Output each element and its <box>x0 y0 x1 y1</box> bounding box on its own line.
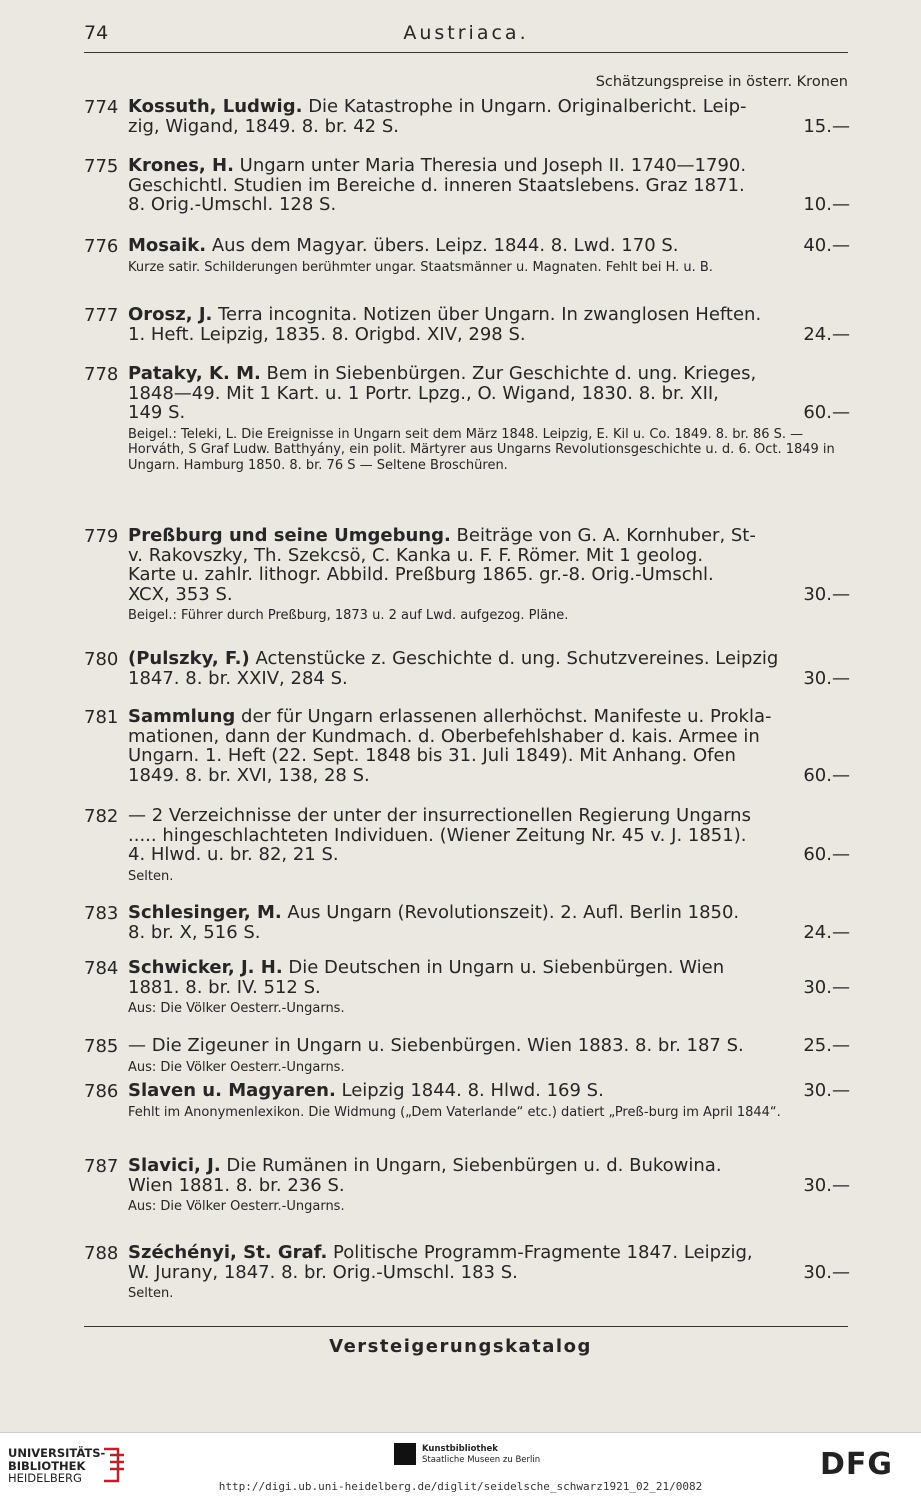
entry-author: Schlesinger, M. <box>128 902 282 923</box>
entry-line <box>128 845 850 865</box>
catalog-entry <box>84 649 850 688</box>
entry-line <box>128 727 850 747</box>
entry-author: Schwicker, J. H. <box>128 957 283 978</box>
catalog-entry <box>84 526 850 624</box>
catalog-entry <box>84 903 850 942</box>
entry-text: 8. Orig.-Umschl. 128 S. <box>128 194 337 215</box>
entry-price: 24.— <box>803 323 850 345</box>
header-rule <box>84 52 848 53</box>
entry-text: ..... hingeschlachteten Individuen. (Wiener Zeitung Nr. 45 v. J. 1851). <box>128 824 747 846</box>
entry-note: Aus: Die Völker Oesterr.-Ungarns. <box>128 1059 345 1075</box>
footer-title: Versteigerungskatalog <box>329 1336 592 1357</box>
entry-note: Beigel.: Führer durch Preßburg, 1873 u. 2 auf Lwd. aufgezog. Pläne. <box>128 608 569 623</box>
entry-price: 60.— <box>803 764 850 786</box>
entry-line <box>128 806 850 826</box>
library-line-2: BIBLIOTHEK <box>8 1458 86 1473</box>
entry-text: 4. Hlwd. u. br. 82, 21 S. <box>128 844 339 865</box>
entry-line <box>128 1176 850 1196</box>
price-caption: Schätzungspreise in österr. Kronen <box>595 74 848 90</box>
catalog-entry <box>84 305 850 344</box>
entry-text: Aus Ungarn (Revolutionszeit). 2. Aufl. Berlin 1850. <box>281 902 740 923</box>
entry-number: 784 <box>84 958 119 979</box>
entry-text: Geschichtl. Studien im Bereiche d. inneren Staatslebens. Graz 1871. <box>128 174 745 196</box>
entry-number: 786 <box>84 1081 119 1102</box>
entry-price: 10.— <box>803 194 850 215</box>
entry-author: Kossuth, Ludwig. <box>128 96 303 117</box>
entry-price: 60.— <box>803 844 850 865</box>
entry-note: Fehlt im Anonymenlexikon. Die Widmung („Dem Vaterlande“ etc.) datiert „Preß-burg im April 1844“. <box>128 1104 781 1120</box>
page-header <box>84 20 848 48</box>
entry-line <box>128 766 850 786</box>
entry-author: Krones, H. <box>128 155 234 176</box>
entry-author: Preßburg und seine Umgebung. <box>128 525 451 546</box>
entry-line <box>128 826 850 846</box>
entry-number: 788 <box>84 1243 119 1264</box>
entry-text: 8. br. X, 516 S. <box>128 921 261 943</box>
entry-line <box>128 325 850 345</box>
entry-note: Selten. <box>128 1286 174 1301</box>
entry-line <box>128 746 850 766</box>
entry-price: 15.— <box>803 115 850 137</box>
entry-note: Aus: Die Völker Oesterr.-Ungarns. <box>128 1001 345 1016</box>
entry-line <box>128 1081 850 1101</box>
entry-text: Aus dem Magyar. übers. Leipz. 1844. 8. Lwd. 170 S. <box>206 235 679 256</box>
catalog-entry <box>84 1036 850 1075</box>
entry-author: Pataky, K. M. <box>128 363 261 384</box>
entry-text: Politische Programm-Fragmente 1847. Leipzig, <box>327 1242 753 1263</box>
page-number: 74 <box>84 22 109 44</box>
catalog-entry <box>84 1081 850 1120</box>
entry-number: 787 <box>84 1156 119 1177</box>
entry-line <box>128 585 850 605</box>
library-logo-text[interactable] <box>8 1447 105 1485</box>
entry-text: Wien 1881. 8. br. 236 S. <box>128 1174 345 1196</box>
entry-text: 1. Heft. Leipzig, 1835. 8. Origbd. XIV, 298 S. <box>128 323 526 345</box>
entry-text: Leipzig 1844. 8. Hlwd. 169 S. <box>335 1080 604 1101</box>
entry-text: Die Deutschen in Ungarn u. Siebenbürgen. Wien <box>282 957 725 978</box>
entry-number: 782 <box>84 806 119 827</box>
entry-line <box>128 117 850 137</box>
entry-price: 24.— <box>803 921 850 943</box>
entry-line <box>128 384 850 404</box>
entry-price: 30.— <box>803 667 850 689</box>
entry-price: 30.— <box>803 1261 850 1283</box>
entry-price: 25.— <box>803 1035 850 1056</box>
kunst-line-1: Kunstbibliothek <box>422 1444 498 1454</box>
catalog-entry <box>84 707 850 785</box>
entry-text: v. Rakovszky, Th. Szekcsö, C. Kanka u. F. F. Römer. Mit 1 geolog. <box>128 544 704 566</box>
entry-text: Ungarn unter Maria Theresia und Joseph II. 1740—1790. <box>233 155 747 176</box>
entry-line <box>128 707 850 727</box>
catalog-entry <box>84 236 850 275</box>
entry-number: 779 <box>84 526 119 547</box>
entry-line <box>128 1036 850 1056</box>
entry-line <box>128 195 850 215</box>
entry-text: mationen, dann der Kundmach. d. Oberbefehlshaber d. kais. Armee in <box>128 725 760 747</box>
entry-text: 149 S. <box>128 402 186 423</box>
entry-author: Orosz, J. <box>128 304 213 325</box>
catalog-entry <box>84 156 850 215</box>
entry-note: Selten. <box>128 868 174 884</box>
entry-line <box>128 903 850 923</box>
entry-line <box>128 923 850 943</box>
catalog-entry <box>84 958 850 1017</box>
entry-author: Sammlung <box>128 706 236 727</box>
footer-rule <box>84 1326 848 1327</box>
entry-text: 1848—49. Mit 1 Kart. u. 1 Portr. Lpzg., O. Wigand, 1830. 8. br. XII, <box>128 382 719 404</box>
entry-number: 781 <box>84 707 119 728</box>
entry-line <box>128 546 850 566</box>
library-line-1: UNIVERSITÄTS- <box>8 1446 106 1460</box>
entry-price: 60.— <box>803 402 850 423</box>
entry-text: Die Katastrophe in Ungarn. Originalbericht. Leip- <box>302 96 747 117</box>
catalog-entry <box>84 1156 850 1215</box>
entry-number: 780 <box>84 649 119 670</box>
entry-line <box>128 958 850 978</box>
entry-price: 30.— <box>803 1080 850 1101</box>
entry-line <box>128 236 850 256</box>
entry-number: 774 <box>84 97 119 118</box>
entry-number: 778 <box>84 364 119 385</box>
entry-line <box>128 526 850 546</box>
entry-line <box>128 669 850 689</box>
entry-text: Karte u. zahlr. lithogr. Abbild. Preßburg 1865. gr.-8. Orig.-Umschl. <box>128 564 714 585</box>
entry-line <box>128 649 850 669</box>
entry-note: Kurze satir. Schilderungen berühmter ungar. Staatsmänner u. Magnaten. Fehlt bei H. u. B. <box>128 259 713 275</box>
entry-number: 777 <box>84 305 119 326</box>
entry-text: 1847. 8. br. XXIV, 284 S. <box>128 667 348 689</box>
entry-note: Beigel.: Teleki, L. Die Ereignisse in Ungarn seit dem März 1848. Leipzig, E. Kil u. Co. 1849. 8. br. 86 S. — Horváth, S Graf Ludw. Batthyány, ein polit. Märtyrer aus Ungarns Revolutionsgeschichte u. d. 6. Oct. 1849 in Ungarn. Hamburg 1850. 8. br. 76 S — Seltene Broschüren. <box>128 426 835 473</box>
kunst-line-2: Staatliche Museen zu Berlin <box>422 1455 541 1465</box>
entry-text: Bem in Siebenbürgen. Zur Geschichte d. ung. Krieges, <box>260 363 757 384</box>
entry-text: W. Jurany, 1847. 8. br. Orig.-Umschl. 183 S. <box>128 1261 518 1283</box>
entry-author: Széchényi, St. Graf. <box>128 1242 328 1263</box>
catalog-entry <box>84 806 850 884</box>
entry-text: der für Ungarn erlassenen allerhöchst. Manifeste u. Prokla- <box>235 706 772 727</box>
catalog-entry <box>84 364 850 473</box>
entry-line <box>128 403 850 423</box>
entry-line <box>128 1243 850 1263</box>
entry-text: 1881. 8. br. IV. 512 S. <box>128 976 321 998</box>
entry-text: Actenstücke z. Geschichte d. ung. Schutzvereines. Leipzig <box>249 648 779 669</box>
source-url[interactable]: http://digi.ub.uni-heidelberg.de/diglit/seidelsche_schwarz1921_02_21/0082 <box>218 1480 703 1493</box>
entry-author: Slaven u. Magyaren. <box>128 1080 336 1101</box>
kunstbibliothek-icon <box>394 1443 416 1465</box>
entry-number: 775 <box>84 156 119 177</box>
catalog-entry <box>84 97 850 136</box>
entry-text: — 2 Verzeichnisse der unter der insurrectionellen Regierung Ungarns <box>128 805 751 826</box>
entry-text: Beiträge von G. A. Kornhuber, St- <box>450 525 756 546</box>
entry-price: 30.— <box>803 1174 850 1196</box>
entry-text: zig, Wigand, 1849. 8. br. 42 S. <box>128 115 399 137</box>
entry-author: (Pulszky, F.) <box>128 648 250 669</box>
entry-number: 785 <box>84 1036 119 1057</box>
entry-author: Slavici, J. <box>128 1155 221 1176</box>
entry-line <box>128 176 850 196</box>
library-crest-icon <box>100 1445 128 1485</box>
entry-note: Aus: Die Völker Oesterr.-Ungarns. <box>128 1199 345 1214</box>
library-line-3: HEIDELBERG <box>8 1471 82 1485</box>
entry-text: Ungarn. 1. Heft (22. Sept. 1848 bis 31. Juli 1849). Mit Anhang. Ofen <box>128 745 736 766</box>
page-title: Austriaca. <box>403 22 529 44</box>
entry-line <box>128 1263 850 1283</box>
entry-text: Die Rumänen in Ungarn, Siebenbürgen u. d. Bukowina. <box>220 1155 722 1176</box>
entry-line <box>128 978 850 998</box>
entry-text: — Die Zigeuner in Ungarn u. Siebenbürgen. Wien 1883. 8. br. 187 S. <box>128 1035 744 1056</box>
entry-line <box>128 305 850 325</box>
entry-author: Mosaik. <box>128 235 207 256</box>
entry-price: 40.— <box>803 235 850 256</box>
entry-line <box>128 156 850 176</box>
entry-line <box>128 1156 850 1176</box>
entry-text: Terra incognita. Notizen über Ungarn. In zwanglosen Heften. <box>212 304 762 325</box>
dfg-logo[interactable]: DFG <box>820 1447 894 1482</box>
entry-text: XCX, 353 S. <box>128 583 233 605</box>
entry-number: 776 <box>84 236 119 257</box>
entry-line <box>128 364 850 384</box>
entry-number: 783 <box>84 903 119 924</box>
entry-line <box>128 565 850 585</box>
entry-price: 30.— <box>803 976 850 998</box>
entry-text: 1849. 8. br. XVI, 138, 28 S. <box>128 764 370 786</box>
catalog-entry <box>84 1243 850 1302</box>
entry-price: 30.— <box>803 583 850 605</box>
entry-line <box>128 97 850 117</box>
